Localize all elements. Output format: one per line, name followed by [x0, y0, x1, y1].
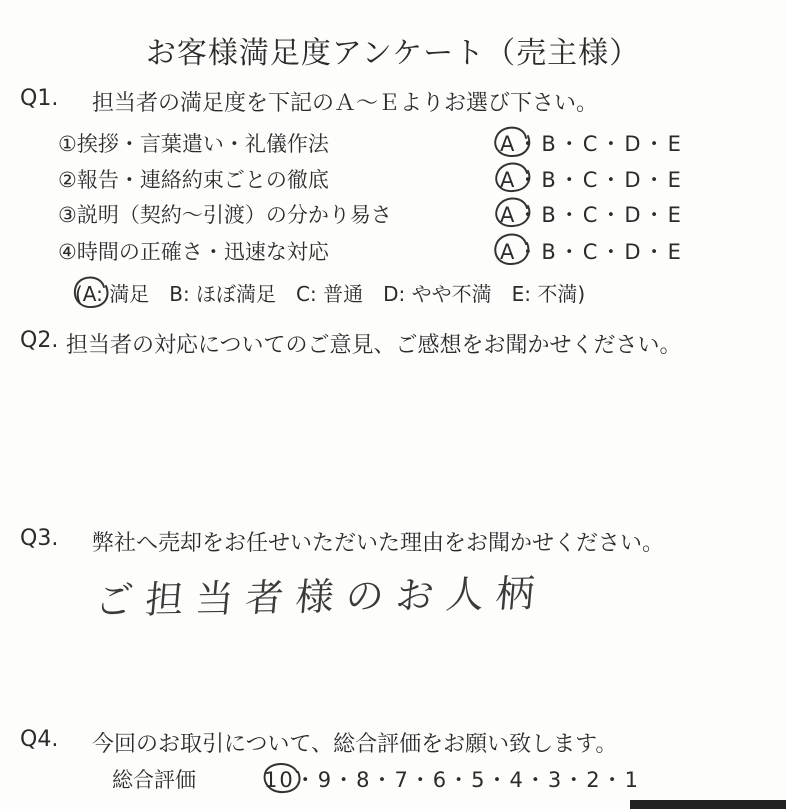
page-title: お客様満足度アンケート（売主様）: [145, 36, 641, 71]
q1-legend-selection-circle: [75, 278, 108, 308]
q1-item-3-selection-circle: [496, 199, 529, 227]
q1-item-2-selection-circle: [496, 164, 529, 192]
q1-item-2-grades: A・B・C・D・E: [500, 168, 684, 192]
q1-item-4-selection-circle: [495, 235, 528, 265]
q1-item-2-label: ②報告・連絡約束ごとの徹底: [58, 168, 329, 192]
q3-handwritten-answer: ご担当者様のお人柄: [93, 571, 549, 623]
q1-legend: (A: 満足 B: ほぼ満足 C: 普通 D: やや不満 E: 不満): [75, 282, 586, 306]
q4-score-selection-circle: [265, 764, 300, 792]
q3-question: 弊社へ売却をお任せいただいた理由をお聞かせください。: [92, 531, 665, 556]
q1-item-3-grades: A・B・C・D・E: [500, 203, 684, 227]
q1-label: Q1.: [20, 86, 59, 111]
q1-item-1-grades: A・B・C・D・E: [500, 132, 684, 156]
q1-item-4-grades: A・B・C・D・E: [500, 240, 684, 264]
q3-label: Q3.: [20, 526, 59, 551]
q4-label: Q4.: [20, 727, 59, 752]
q1-item-3-label: ③説明（契約～引渡）の分かり易さ: [58, 203, 392, 227]
q2-label: Q2.: [20, 328, 59, 353]
q4-question: 今回のお取引について、総合評価をお願い致します。: [92, 732, 618, 757]
q1-item-4-label: ④時間の正確さ・迅速な対応: [58, 240, 329, 264]
q2-question: 担当者の対応についてのご意見、ご感想をお聞かせください。: [66, 333, 682, 358]
q1-question: 担当者の満足度を下記のＡ～Ｅよりお選び下さい。: [92, 91, 599, 116]
q1-item-1-label: ①挨拶・言葉遣い・礼儀作法: [58, 132, 329, 156]
q4-score-scale: 10・9・8・7・6・5・4・3・2・1: [264, 768, 640, 792]
q1-item-1-selection-circle: [495, 128, 529, 156]
q4-score-label: 総合評価: [112, 768, 196, 792]
scan-edge-bar: [630, 800, 786, 809]
